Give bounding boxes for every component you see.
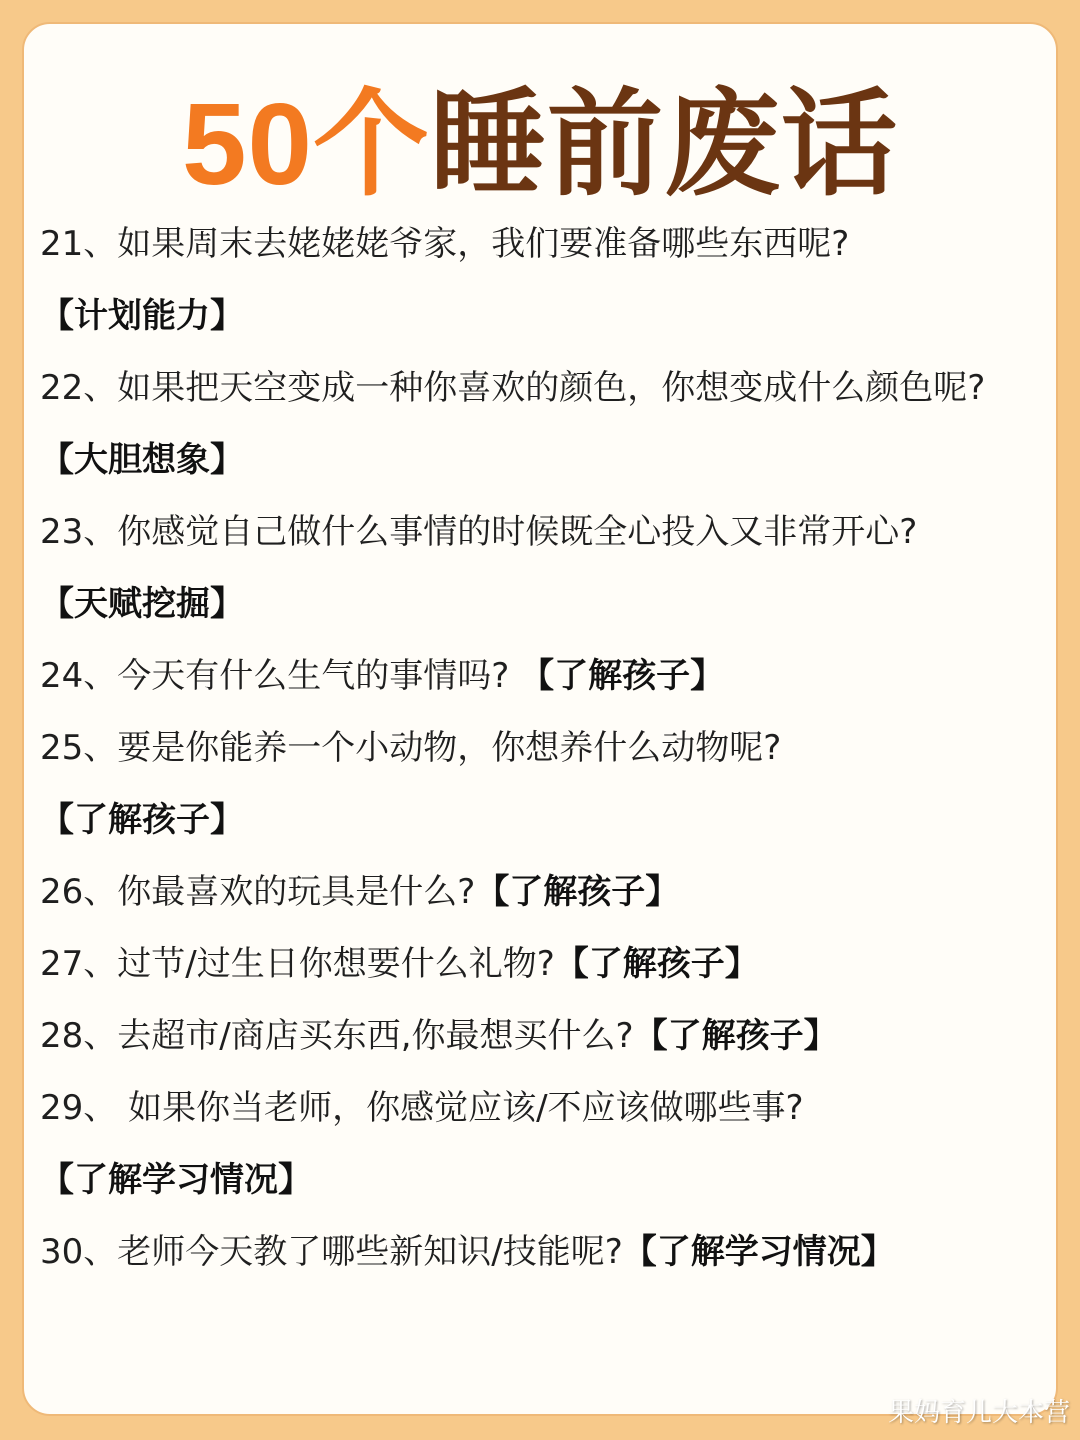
category-tag: 【了解学习情况】 (40, 1160, 312, 1200)
list-item (40, 1216, 1044, 1288)
list-item (40, 928, 1044, 1000)
category-tag: 【了解孩子】 (475, 872, 680, 912)
page-title (24, 76, 1056, 213)
list-item (40, 1000, 1044, 1072)
question-text: 23、你感觉自己做什么事情的时候既全心投入又非常开心? (40, 512, 918, 552)
watermark: 果妈育儿大本营 (887, 1398, 1070, 1428)
question-list (40, 208, 1044, 1288)
category-tag: 【了解孩子】 (520, 656, 725, 696)
category-tag: 【大胆想象】 (40, 440, 244, 480)
list-item (40, 496, 1044, 568)
list-item (40, 208, 1044, 280)
list-item (40, 280, 1044, 352)
title-number: 50个 (181, 79, 431, 209)
title-text: 睡前废话 (430, 77, 899, 212)
list-item (40, 568, 1044, 640)
question-text: 22、如果把天空变成一种你喜欢的颜色，你想变成什么颜色呢? (40, 368, 986, 408)
question-text: 29、 如果你当老师，你感觉应该/不应该做哪些事? (40, 1088, 804, 1128)
content-card (22, 22, 1058, 1416)
category-tag: 【天赋挖掘】 (40, 584, 244, 624)
category-tag: 【了解孩子】 (40, 800, 244, 840)
question-text: 21、如果周末去姥姥姥爷家，我们要准备哪些东西呢? (40, 224, 850, 264)
list-item (40, 784, 1044, 856)
list-item (40, 856, 1044, 928)
category-tag: 【了解孩子】 (554, 944, 759, 984)
question-text: 28、去超市/商店买东西,你最想买什么? (40, 1016, 634, 1056)
list-item (40, 352, 1044, 424)
list-item (40, 640, 1044, 712)
question-text: 30、老师今天教了哪些新知识/技能呢? (40, 1232, 623, 1272)
category-tag: 【计划能力】 (40, 296, 244, 336)
list-item (40, 424, 1044, 496)
list-item (40, 712, 1044, 784)
question-text: 27、过节/过生日你想要什么礼物? (40, 944, 555, 984)
list-item (40, 1144, 1044, 1216)
list-item (40, 1072, 1044, 1144)
question-text: 25、要是你能养一个小动物，你想养什么动物呢? (40, 728, 782, 768)
question-text: 26、你最喜欢的玩具是什么? (40, 872, 476, 912)
question-text: 24、今天有什么生气的事情吗? (40, 656, 521, 696)
category-tag: 【了解学习情况】 (622, 1232, 895, 1272)
category-tag: 【了解孩子】 (633, 1016, 838, 1056)
